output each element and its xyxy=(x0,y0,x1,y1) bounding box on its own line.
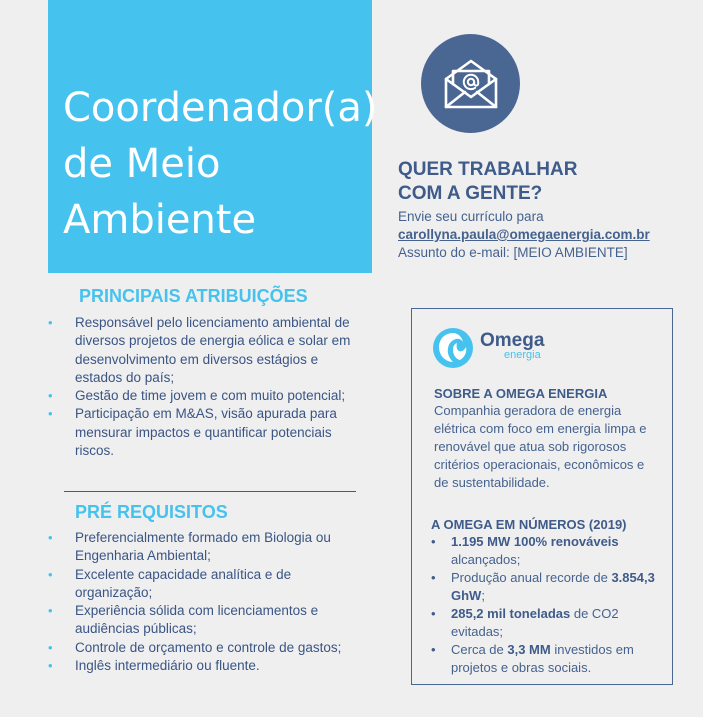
omega-info-box xyxy=(411,308,673,685)
job-title-line-1: Coordenador(a) xyxy=(63,85,378,131)
numbers-item-rest: alcançados; xyxy=(451,552,521,567)
about-title: SOBRE A OMEGA ENERGIA xyxy=(434,386,608,401)
numbers-list xyxy=(431,533,656,677)
numbers-item xyxy=(431,605,656,641)
requisitos-item: • Experiência sólida com licenciamentos e audiências públicas; xyxy=(48,602,348,639)
numbers-item-bold: 3,3 MM xyxy=(507,642,551,657)
requisitos-title: PRÉ REQUISITOS xyxy=(75,502,228,522)
atribuicoes-item: • Participação em M&AS, visão apurada para mensurar impactos e quantificar potenciais riscos. xyxy=(48,405,364,460)
envelope-at-icon xyxy=(421,34,520,133)
numbers-title: A OMEGA EM NÚMEROS (2019) xyxy=(431,517,627,532)
numbers-item-pre: Cerca de xyxy=(451,642,508,657)
job-title xyxy=(63,80,393,248)
omega-logo-sub: energia xyxy=(504,349,541,361)
numbers-item xyxy=(431,641,656,677)
omega-logo-word: Omega xyxy=(480,330,545,351)
numbers-item xyxy=(431,533,656,569)
requisitos-item: • Excelente capacidade analítica e de organização; xyxy=(48,566,348,603)
send-cv-text: Envie seu currículo para xyxy=(398,209,544,224)
atribuicoes-list xyxy=(48,314,364,460)
atribuicoes-item: • Gestão de time jovem e com muito potencial; xyxy=(48,387,364,405)
email-subject-text: Assunto do e-mail: [MEIO AMBIENTE] xyxy=(398,245,628,260)
numbers-item-bold: 3.854,3 GhW xyxy=(451,570,655,603)
job-title-line-3: Ambiente xyxy=(63,197,257,243)
job-title-line-2: de Meio xyxy=(63,141,221,187)
requisitos-item: • Controle de orçamento e controle de gastos; xyxy=(48,639,348,657)
contact-heading-line-1: QUER TRABALHAR xyxy=(398,159,578,180)
contact-section xyxy=(398,158,698,262)
omega-logo-icon xyxy=(432,327,474,369)
numbers-item xyxy=(431,569,656,605)
contact-heading-line-2: COM A GENTE? xyxy=(398,183,543,204)
numbers-item-rest: de CO2 evitadas; xyxy=(451,606,619,639)
section-divider xyxy=(64,491,356,492)
contact-email-link[interactable]: carollyna.paula@omegaenergia.com.br xyxy=(398,227,650,242)
atribuicoes-item: • Responsável pelo licenciamento ambiental de diversos projetos de energia eólica e solar em desenvolvimento em diversos estágios e estados do país; xyxy=(48,314,364,387)
omega-logo xyxy=(432,327,544,369)
requisitos-list xyxy=(48,529,348,675)
numbers-item-rest: investidos em projetos e obras sociais. xyxy=(451,642,634,675)
numbers-item-bold: 285,2 mil toneladas xyxy=(451,606,571,621)
numbers-item-bold: 1.195 MW 100% renováveis xyxy=(451,534,619,549)
atribuicoes-title: PRINCIPAIS ATRIBUIÇÕES xyxy=(79,286,308,306)
numbers-item-rest: ; xyxy=(481,588,485,603)
numbers-item-pre: Produção anual recorde de xyxy=(451,570,612,585)
about-text: Companhia geradora de energia elétrica com foco em energia limpa e renovável que atua sob rigorosos critérios operacionais, econômicos e de sustentabilidade. xyxy=(434,403,647,490)
requisitos-item: • Inglês intermediário ou fluente. xyxy=(48,657,348,675)
requisitos-item: • Preferencialmente formado em Biologia ou Engenharia Ambiental; xyxy=(48,529,348,566)
